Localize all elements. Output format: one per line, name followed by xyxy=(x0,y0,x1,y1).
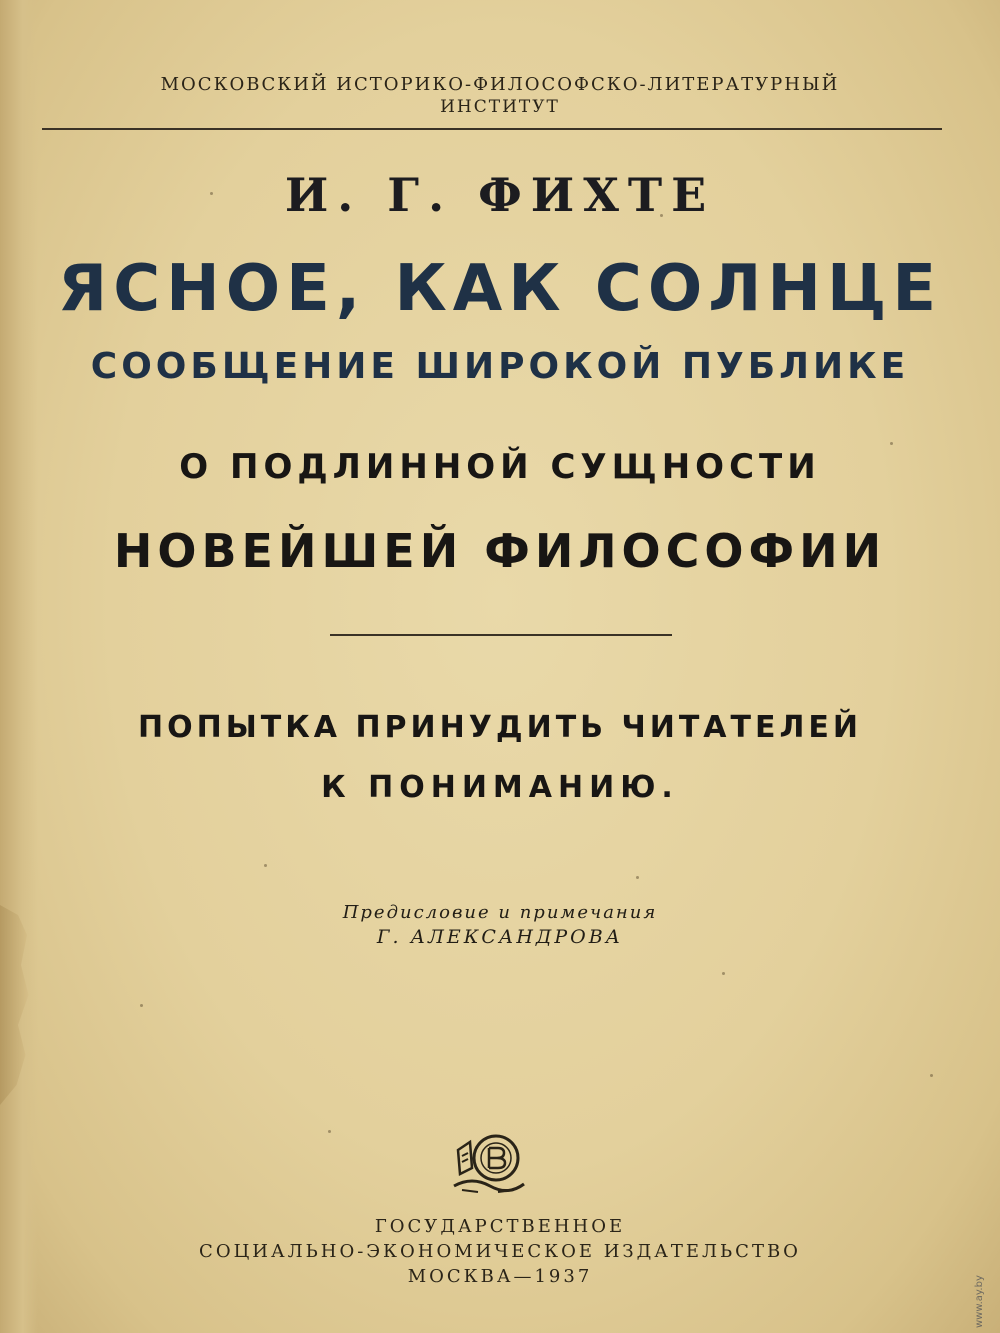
publisher-emblem-icon xyxy=(448,1128,530,1200)
publisher-city-year: МОСКВА—1937 xyxy=(407,1266,593,1287)
paper-speck xyxy=(930,1074,933,1077)
header-rule xyxy=(42,128,942,130)
preface-credit: Предисловие и примечания xyxy=(342,902,658,923)
author-name: И. Г. ФИХТЕ xyxy=(284,168,716,222)
paper-speck xyxy=(328,1130,331,1133)
paper-speck xyxy=(722,972,725,975)
publisher-line1: ГОСУДАРСТВЕННОЕ xyxy=(374,1216,626,1237)
divider-rule xyxy=(330,634,672,636)
paper-speck xyxy=(636,876,639,879)
institute-name: МОСКОВСКИЙ ИСТОРИКО-ФИЛОСОФСКО-ЛИТЕРАТУРНЫЙ xyxy=(160,74,840,95)
paper-speck xyxy=(890,442,893,445)
book-subtitle-line4: НОВЕЙШЕЙ ФИЛОСОФИИ xyxy=(113,524,887,578)
paper-speck xyxy=(140,1004,143,1007)
publisher-line2: СОЦИАЛЬНО-ЭКОНОМИЧЕСКОЕ ИЗДАТЕЛЬСТВО xyxy=(199,1241,801,1262)
motto-line2: К ПОНИМАНИЮ. xyxy=(321,770,679,805)
paper-speck xyxy=(264,864,267,867)
motto-line1: ПОПЫТКА ПРИНУДИТЬ ЧИТАТЕЛЕЙ xyxy=(138,710,862,745)
book-subtitle-line3: О ПОДЛИННОЙ СУЩНОСТИ xyxy=(179,447,821,487)
book-title: ЯСНОЕ, КАК СОЛНЦЕ xyxy=(57,252,943,326)
watermark xyxy=(972,1270,986,1330)
book-subtitle: СООБЩЕНИЕ ШИРОКОЙ ПУБЛИКЕ xyxy=(90,346,910,387)
institute-name-line2: ИНСТИТУТ xyxy=(440,97,560,117)
preface-author: Г. АЛЕКСАНДРОВА xyxy=(376,926,624,948)
watermark-text: www.ay.by xyxy=(974,1275,985,1328)
